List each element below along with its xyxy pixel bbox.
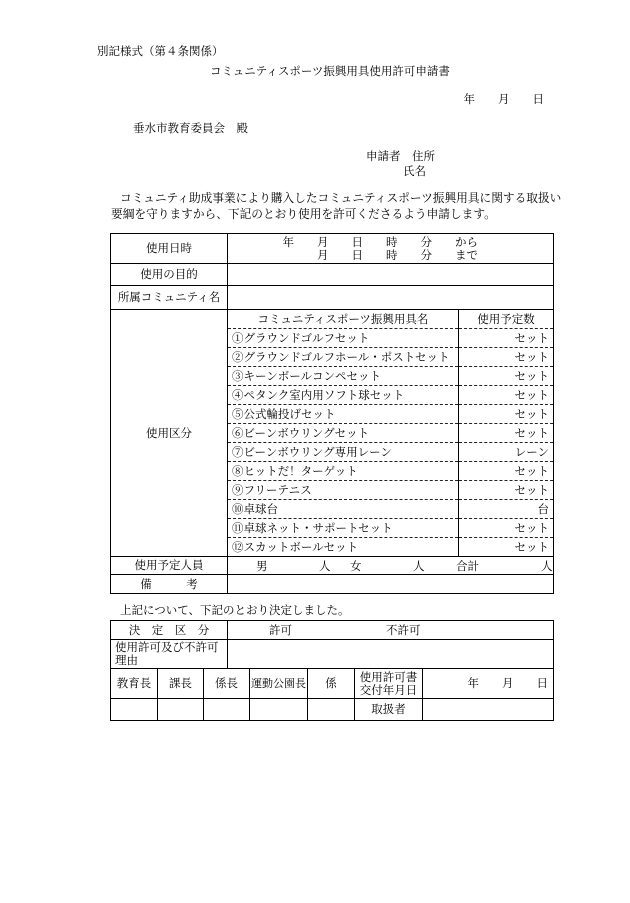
- decision-reason-field: [228, 640, 554, 669]
- equipment-quantity-unit: セット: [459, 329, 554, 348]
- stamp-cell-subsection-chief: [204, 699, 250, 721]
- intro-line-2: 要綱を守りますから、下記のとおり使用を許可くださるよう申請します。: [111, 207, 496, 221]
- decision-category-row: [111, 621, 554, 640]
- attendees-total-label: 合計: [456, 558, 479, 573]
- usage-datetime-to: 月 日 時 分 まで: [317, 247, 478, 262]
- handler-label: 取扱者: [355, 699, 423, 721]
- stamp-cell-park-director: [250, 699, 308, 721]
- usage-category-label: 使用区分: [111, 310, 228, 557]
- equipment-quantity-unit: セット: [459, 386, 554, 405]
- stamp-cell-superintendent: [111, 699, 158, 721]
- decision-deny-option: 不許可: [386, 623, 421, 637]
- form-title: コミュニティスポーツ振興用具使用許可申請書: [210, 64, 450, 78]
- attendees-label: 使用予定人員: [111, 557, 228, 575]
- equipment-name: ⑩卓球台: [228, 500, 459, 519]
- community-row: [111, 286, 554, 310]
- equipment-quantity-unit: セット: [459, 538, 554, 557]
- approval-header-row: [111, 669, 554, 699]
- equipment-quantity-unit: セット: [459, 424, 554, 443]
- equipment-name: ③キーンボールコンペセット: [228, 367, 459, 386]
- equipment-quantity-unit: セット: [459, 519, 554, 538]
- equipment-name: ⑧ヒットだ！ターゲット: [228, 462, 459, 481]
- attendees-male-unit: 人: [319, 558, 331, 573]
- approval-stamp-row: [111, 699, 554, 721]
- attendees-male-label: 男: [256, 558, 268, 573]
- stamp-cell-section-chief: [158, 699, 204, 721]
- equipment-name: ⑥ビーンボウリングセット: [228, 424, 459, 443]
- decision-approve-option: 許可: [269, 623, 292, 637]
- equipment-quantity-unit: レーン: [459, 443, 554, 462]
- remarks-row: [111, 575, 554, 594]
- attendees-field: [228, 557, 554, 575]
- application-table: [110, 233, 554, 594]
- approver-section-chief-label: 課長: [158, 669, 204, 699]
- decision-category-field: [228, 621, 554, 640]
- equipment-name: ⑪卓球ネット・サポートセット: [228, 519, 459, 538]
- quantity-header: 使用予定数: [459, 310, 554, 329]
- application-date-line: 年 月 日: [463, 92, 544, 106]
- community-label: 所属コミュニティ名: [111, 286, 228, 310]
- remarks-field: [228, 575, 554, 594]
- purpose-field: [228, 264, 554, 286]
- attendees-row: [111, 557, 554, 575]
- applicant-name-label: 氏名: [403, 164, 426, 178]
- equipment-name: ④ペタンク室内用ソフト球セット: [228, 386, 459, 405]
- usage-datetime-from: 年 月 日 時 分 から: [282, 234, 478, 249]
- decision-intro: 上記について、下記のとおり決定しました。: [120, 603, 350, 617]
- addressee: 垂水市教育委員会 殿: [133, 121, 248, 135]
- decision-table-bottom: [110, 668, 554, 721]
- equipment-quantity-unit: 台: [459, 500, 554, 519]
- approver-park-director-label: 運動公園長: [250, 669, 308, 699]
- decision-table-top: [110, 620, 554, 669]
- attendees-female-label: 女: [350, 558, 362, 573]
- approver-staff-label: 係: [308, 669, 355, 699]
- equipment-name-header: コミュニティスポーツ振興用具名: [228, 310, 459, 329]
- equipment-quantity-unit: セット: [459, 462, 554, 481]
- equipment-name: ⑦ビーンボウリング専用レーン: [228, 443, 459, 462]
- attendees-total-unit: 人: [541, 558, 553, 573]
- form-reference: 別記様式（第４条関係）: [97, 44, 224, 58]
- attendees-line: [228, 559, 553, 573]
- equipment-name: ⑨フリーテニス: [228, 481, 459, 500]
- decision-section: [110, 620, 553, 721]
- remarks-label: 備 考: [111, 575, 228, 594]
- decision-options: [228, 623, 553, 637]
- equipment-quantity-unit: セット: [459, 405, 554, 424]
- usage-datetime-label: 使用日時: [111, 234, 228, 264]
- applicant-address-label: 申請者 住所: [366, 149, 435, 163]
- decision-category-label: 決 定 区 分: [111, 621, 228, 640]
- decision-reason-label: 使用許可及び不許可理由: [111, 640, 228, 669]
- purpose-row: [111, 264, 554, 286]
- stamp-cell-staff: [308, 699, 355, 721]
- equipment-name: ⑫スカットボールセット: [228, 538, 459, 557]
- issue-date-field: 年 月 日: [423, 669, 554, 699]
- approver-superintendent-label: 教育長: [111, 669, 158, 699]
- purpose-label: 使用の目的: [111, 264, 228, 286]
- attendees-female-unit: 人: [413, 558, 425, 573]
- decision-reason-row: [111, 640, 554, 669]
- intro-line-1: コミュニティ助成事業により購入したコミュニティスポーツ振興用具に関する取扱い: [120, 191, 562, 205]
- usage-datetime-field: [228, 234, 554, 264]
- equipment-name: ①グラウンドゴルフセット: [228, 329, 459, 348]
- equipment-quantity-unit: セット: [459, 367, 554, 386]
- equipment-header-row: [111, 310, 554, 329]
- equipment-quantity-unit: セット: [459, 481, 554, 500]
- equipment-name: ⑤公式輪投げセット: [228, 405, 459, 424]
- usage-datetime-row: [111, 234, 554, 264]
- equipment-quantity-unit: セット: [459, 348, 554, 367]
- community-field: [228, 286, 554, 310]
- handler-field: [423, 699, 554, 721]
- issue-date-label: 使用許可書交付年月日: [355, 669, 423, 699]
- equipment-name: ②グラウンドゴルフホール・ポストセット: [228, 348, 459, 367]
- approver-subsection-chief-label: 係長: [204, 669, 250, 699]
